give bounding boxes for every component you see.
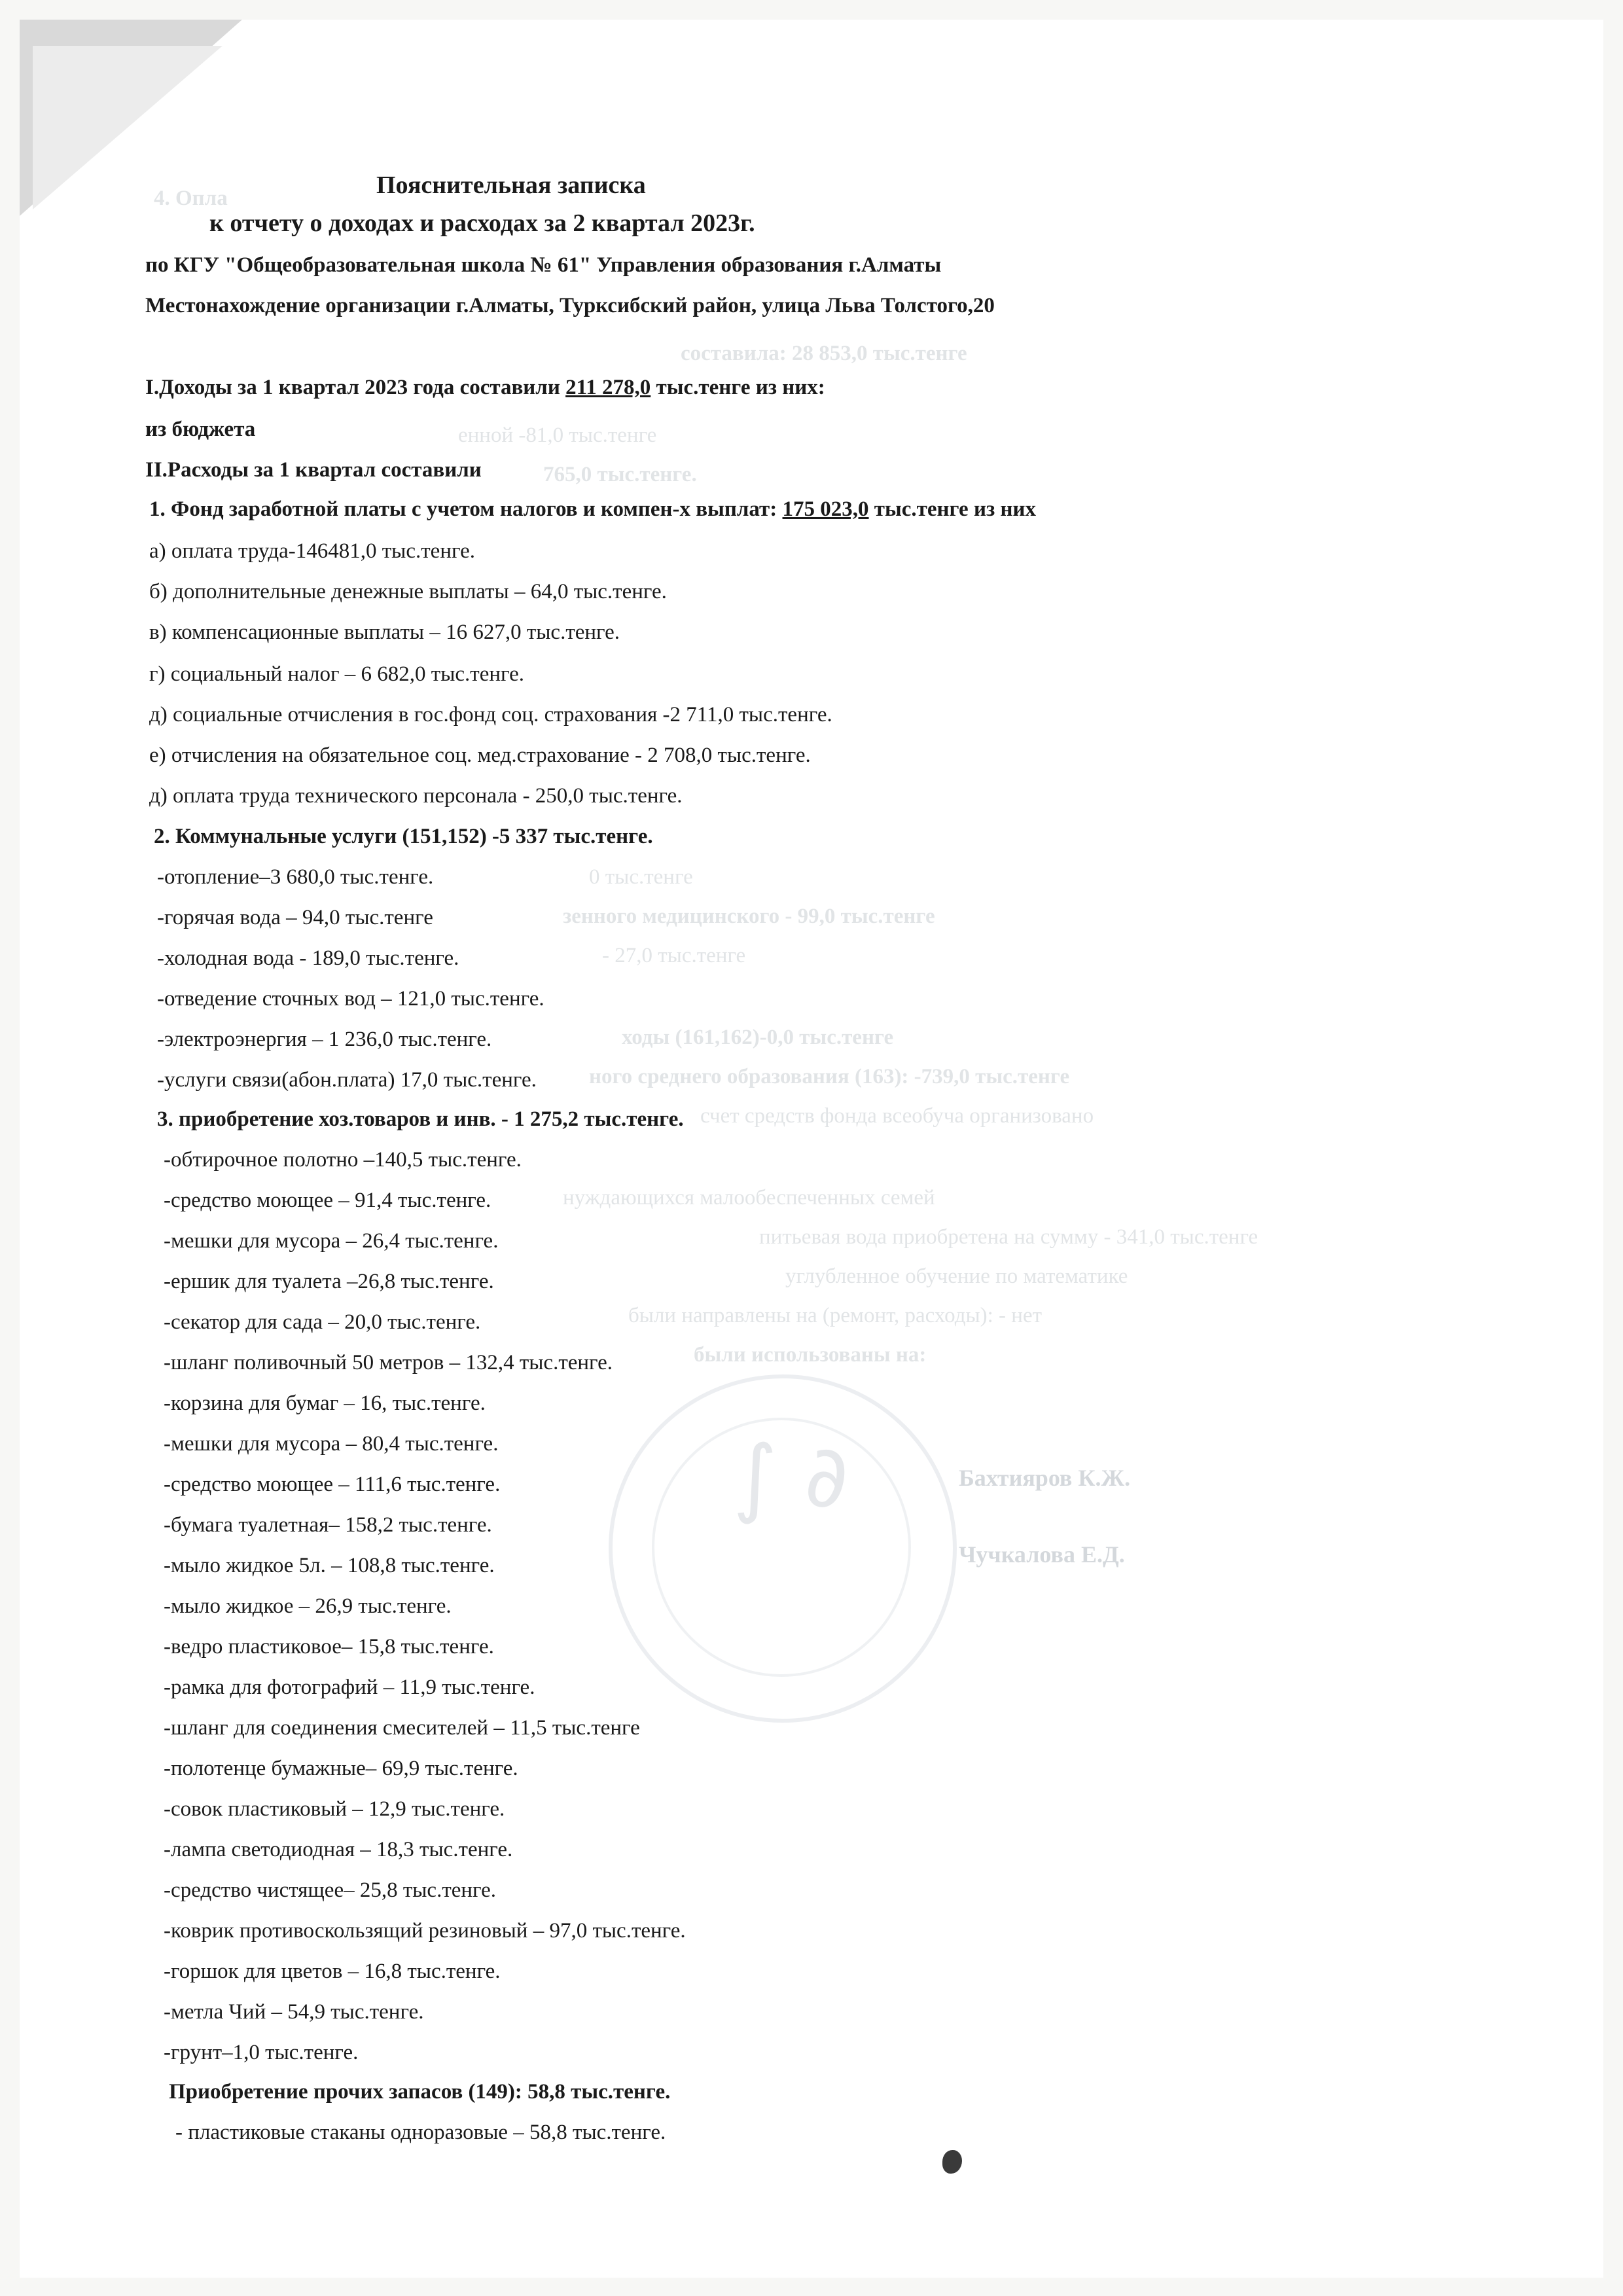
bleed-line: углубленное обучение по математике [785,1265,1128,1288]
utility-item: -услуги связи(абон.плата) 17,0 тыс.тенге. [157,1068,537,1092]
supply-item: -лампа светодиодная – 18,3 тыс.тенге. [164,1838,513,1861]
income-prefix: I.Доходы за 1 квартал 2023 года составили [145,376,566,399]
document-title: Пояснительная записка [376,171,646,199]
bleed-line: счет средств фонда всеобуча организовано [700,1104,1094,1128]
utility-item: -горячая вода – 94,0 тыс.тенге [157,906,433,929]
supply-item: -шланг для соединения смесителей – 11,5 тыс.тенге [164,1716,640,1740]
organization-line: по КГУ "Общеобразовательная школа № 61" Управления образования г.Алматы [145,253,942,277]
payroll-item: а) оплата труда-146481,0 тыс.тенге. [149,539,475,563]
supply-item: -коврик противоскользящий резиновый – 97,0 тыс.тенге. [164,1919,686,1943]
other-supply-item: - пластиковые стаканы одноразовые – 58,8 тыс.тенге. [175,2121,666,2144]
payroll-item: д) оплата труда технического персонала - 250,0 тыс.тенге. [149,784,683,808]
bleed-line: нуждающихся малообеспеченных семей [563,1186,935,1210]
bleed-line: енной -81,0 тыс.тенге [458,423,657,447]
supply-item: -горшок для цветов – 16,8 тыс.тенге. [164,1960,501,1983]
faint-signature: ∫ ∂ [733,1427,849,1526]
supply-item: -совок пластиковый – 12,9 тыс.тенге. [164,1797,505,1821]
utility-item: -отопление–3 680,0 тыс.тенге. [157,865,434,889]
payroll-heading [149,496,1036,522]
supply-item: -мыло жидкое 5л. – 108,8 тыс.тенге. [164,1554,495,1577]
payroll-item: г) социальный налог – 6 682,0 тыс.тенге. [149,662,525,686]
supply-item: -мешки для мусора – 26,4 тыс.тенге. [164,1229,499,1253]
bleed-line: ходы (161,162)-0,0 тыс.тенге [622,1026,894,1049]
supply-item: -мыло жидкое – 26,9 тыс.тенге. [164,1594,452,1618]
payroll-prefix: 1. Фонд заработной платы с учетом налогов и компен-х выплат: [149,497,783,521]
bleed-signer: Чучкалова Е.Д. [959,1541,1125,1568]
bleed-line: 4. Опла [154,187,228,210]
supply-item: -корзина для бумаг – 16, тыс.тенге. [164,1391,486,1415]
payroll-item: б) дополнительные денежные выплаты – 64,0 тыс.тенге. [149,580,667,603]
income-suffix: тыс.тенге из них: [651,376,825,399]
supply-item: -мешки для мусора – 80,4 тыс.тенге. [164,1432,499,1456]
bleed-line: были направлены на (ремонт, расходы): - нет [628,1304,1043,1327]
supply-item: -бумага туалетная– 158,2 тыс.тенге. [164,1513,492,1537]
payroll-suffix: тыс.тенге из них [868,497,1037,521]
utility-item: -холодная вода - 189,0 тыс.тенге. [157,946,459,970]
bleed-line: составила: 28 853,0 тыс.тенге [681,342,967,365]
supply-item: -средство чистящее– 25,8 тыс.тенге. [164,1878,497,1902]
bleed-line: - 27,0 тыс.тенге [602,944,746,967]
supply-item: -обтирочное полотно –140,5 тыс.тенге. [164,1148,522,1172]
supply-item: -средство моющее – 111,6 тыс.тенге. [164,1473,501,1496]
bleed-line: 765,0 тыс.тенге. [543,463,697,486]
supply-item: -полотенце бумажные– 69,9 тыс.тенге. [164,1757,518,1780]
bleed-line: 0 тыс.тенге [589,865,693,889]
supply-item: -ершик для туалета –26,8 тыс.тенге. [164,1270,494,1293]
payroll-amount: 175 023,0 [782,497,869,521]
supplies-heading: 3. приобретение хоз.товаров и инв. - 1 275,2 тыс.тенге. [157,1107,684,1131]
supply-item: -рамка для фотографий – 11,9 тыс.тенге. [164,1676,535,1699]
bleed-line: зенного медицинского - 99,0 тыс.тенге [563,905,935,928]
supply-item: -секатор для сада – 20,0 тыс.тенге. [164,1310,481,1334]
supply-item: -ведро пластиковое– 15,8 тыс.тенге. [164,1635,494,1659]
location-line: Местонахождение организации г.Алматы, Турксибский район, улица Льва Толстого,20 [145,294,995,317]
document-subtitle: к отчету о доходах и расходах за 2 квартал 2023г. [209,209,755,237]
utilities-heading: 2. Коммунальные услуги (151,152) -5 337 тыс.тенге. [154,825,653,848]
payroll-item: е) отчисления на обязательное соц. мед.страхование - 2 708,0 тыс.тенге. [149,744,811,767]
payroll-item: д) социальные отчисления в гос.фонд соц. страхования -2 711,0 тыс.тенге. [149,703,832,726]
payroll-item: в) компенсационные выплаты – 16 627,0 тыс.тенге. [149,620,620,644]
supply-item: -грунт–1,0 тыс.тенге. [164,2041,359,2064]
income-source: из бюджета [145,418,256,441]
other-supplies-heading: Приобретение прочих запасов (149): 58,8 тыс.тенге. [169,2080,671,2104]
supply-item: -метла Чий – 54,9 тыс.тенге. [164,2000,424,2024]
expenses-heading: II.Расходы за 1 квартал составили [145,458,482,482]
bleed-line: были использованы на: [694,1343,927,1367]
supply-item: -средство моющее – 91,4 тыс.тенге. [164,1189,491,1212]
bleed-signer: Бахтияров К.Ж. [959,1465,1131,1491]
utility-item: -отведение сточных вод – 121,0 тыс.тенге. [157,987,544,1011]
income-amount: 211 278,0 [565,376,651,399]
bleed-line: ного среднего образования (163): -739,0 тыс.тенге [589,1065,1070,1088]
supply-item: -шланг поливочный 50 метров – 132,4 тыс.тенге. [164,1351,613,1374]
utility-item: -электроэнергия – 1 236,0 тыс.тенге. [157,1028,492,1051]
bleed-line: питьевая вода приобретена на сумму - 341,0 тыс.тенге [759,1225,1258,1249]
income-line [145,374,825,401]
